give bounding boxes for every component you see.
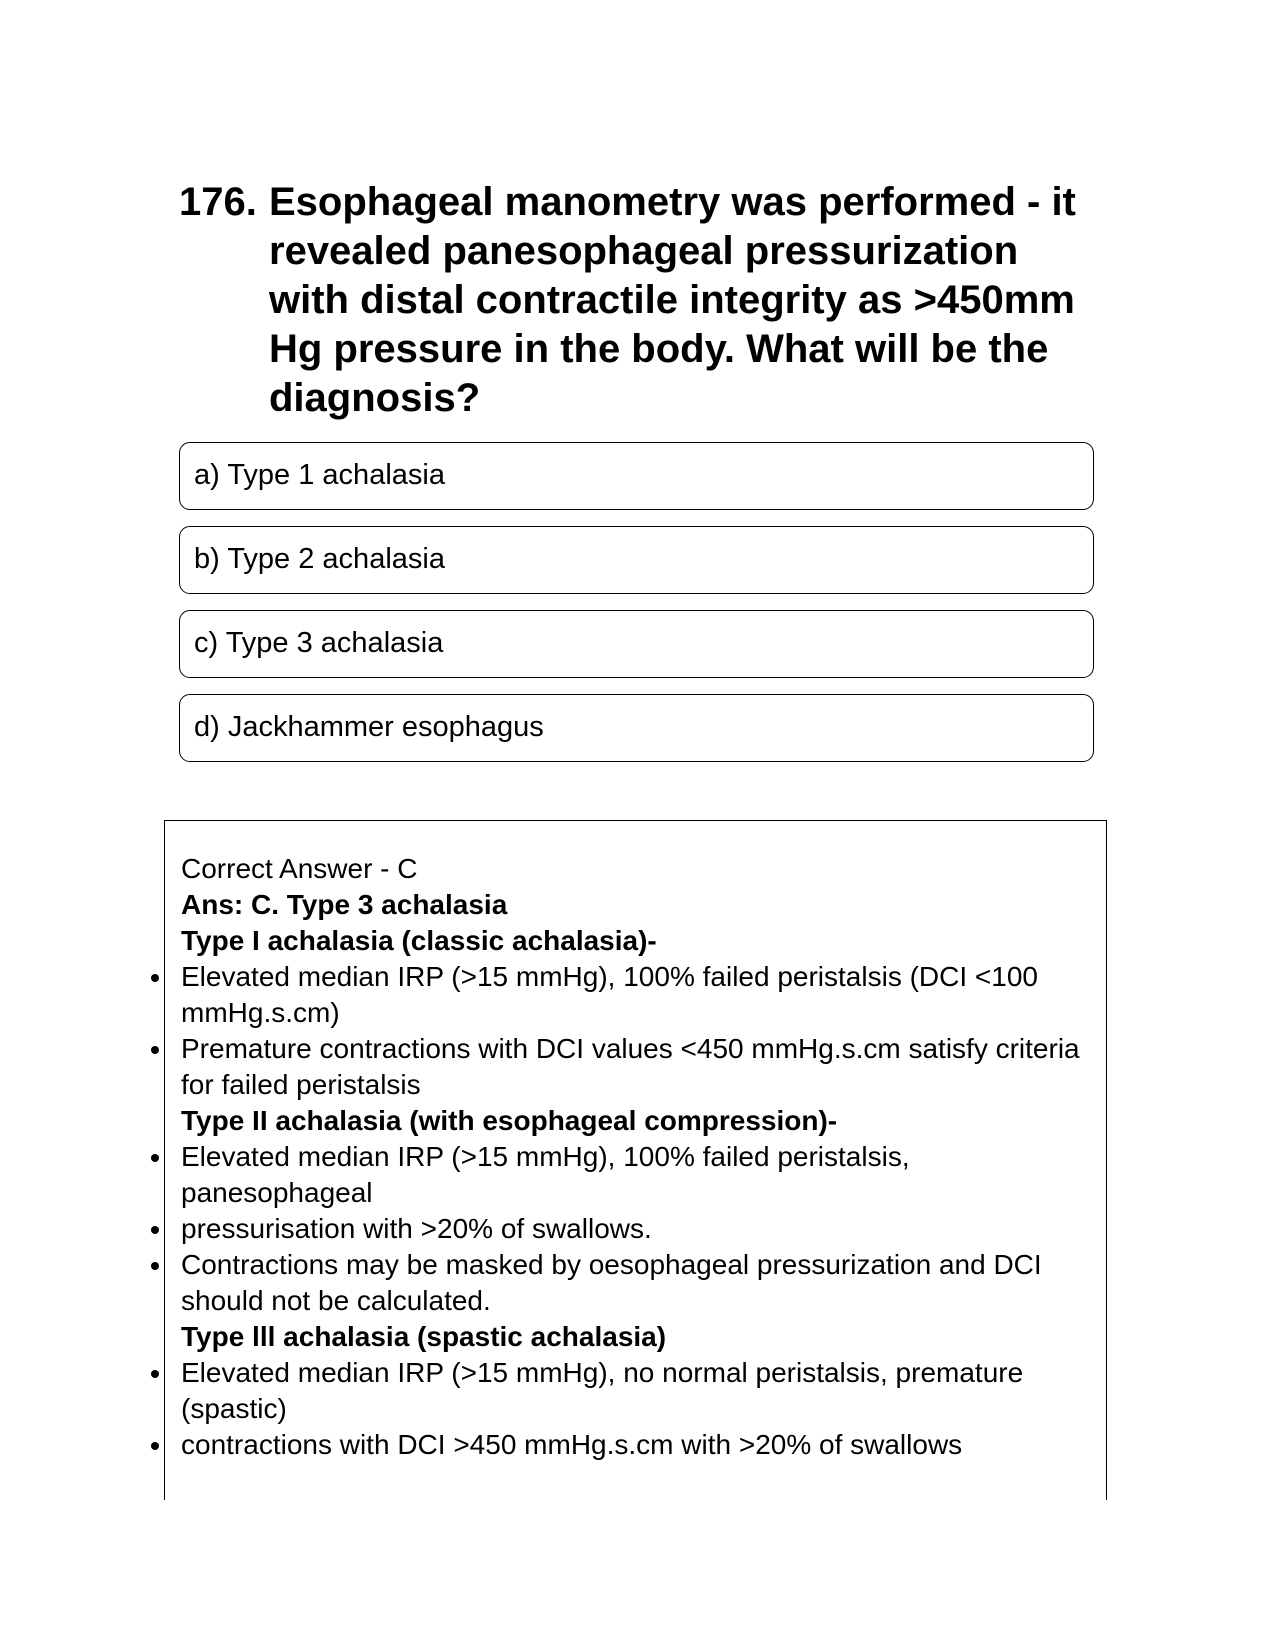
type2-bullet: Contractions may be masked by oesophageal pressurization and DCI should not be calculated.	[181, 1247, 1086, 1319]
answer-explanation	[164, 820, 1107, 1500]
answer-heading: Ans: C. Type 3 achalasia	[181, 889, 508, 920]
question-text: Esophageal manometry was performed - it revealed panesophageal pressurization with distal contractile integrity as >450mm Hg pressure in the body. What will be the diagnosis?	[269, 180, 1076, 420]
option-d[interactable]: d) Jackhammer esophagus	[179, 694, 1094, 762]
correct-answer-line: Correct Answer - C	[181, 853, 418, 884]
type1-bullet: Premature contractions with DCI values <450 mmHg.s.cm satisfy criteria for failed peristalsis	[181, 1031, 1086, 1103]
type2-bullet: pressurisation with >20% of swallows.	[181, 1211, 1086, 1247]
type3-heading: Type lll achalasia (spastic achalasia)	[181, 1321, 667, 1352]
type1-bullet: Elevated median IRP (>15 mmHg), 100% failed peristalsis (DCI <100 mmHg.s.cm)	[181, 959, 1086, 1031]
type2-bullet: Elevated median IRP (>15 mmHg), 100% failed peristalsis, panesophageal	[181, 1139, 1086, 1211]
question-number: 176.	[179, 180, 257, 224]
type2-heading: Type II achalasia (with esophageal compression)-	[181, 1105, 838, 1136]
options-list	[179, 442, 1094, 778]
type3-bullet: contractions with DCI >450 mmHg.s.cm with >20% of swallows	[181, 1427, 1086, 1463]
option-c[interactable]: c) Type 3 achalasia	[179, 610, 1094, 678]
option-a[interactable]: a) Type 1 achalasia	[179, 442, 1094, 510]
option-b[interactable]: b) Type 2 achalasia	[179, 526, 1094, 594]
question	[179, 178, 1099, 423]
type1-heading: Type I achalasia (classic achalasia)-	[181, 925, 657, 956]
type3-bullet: Elevated median IRP (>15 mmHg), no normal peristalsis, premature (spastic)	[181, 1355, 1086, 1427]
